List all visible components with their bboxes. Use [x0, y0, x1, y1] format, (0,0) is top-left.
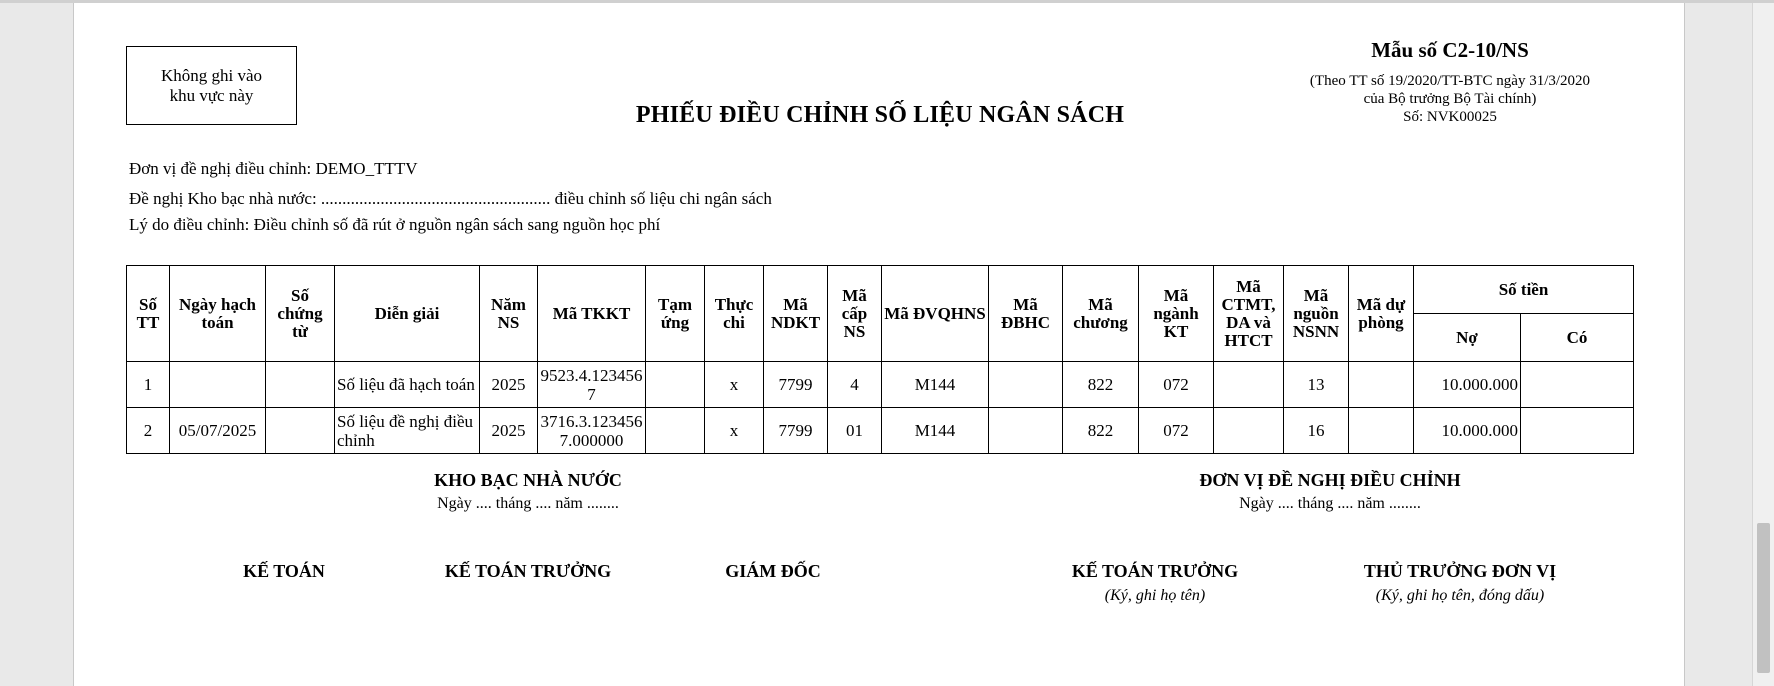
cell-budget-level-code: 4: [828, 362, 882, 408]
col-reserve-code: Mã dự phòng: [1349, 266, 1414, 362]
scrollbar-thumb[interactable]: [1757, 523, 1770, 673]
cell-budget-year: 2025: [480, 362, 538, 408]
document-number: Số: NVK00025: [1403, 109, 1497, 125]
cell-posting-date: [170, 362, 266, 408]
col-admin-area-code: Mã ĐBHC: [989, 266, 1063, 362]
unit-heading: ĐƠN VỊ ĐỀ NGHỊ ĐIỀU CHỈNH: [1199, 470, 1461, 490]
unit-chief-accountant-note: (Ký, ghi họ tên): [1104, 587, 1206, 604]
cell-posting-date: 05/07/2025: [170, 408, 266, 454]
unit-chief-accountant-label: KẾ TOÁN TRƯỞNG: [1071, 561, 1239, 581]
table-row: [127, 408, 1634, 454]
col-unit-code: Mã ĐVQHNS: [882, 266, 989, 362]
document-title: PHIẾU ĐIỀU CHỈNH SỐ LIỆU NGÂN SÁCH: [635, 102, 1125, 128]
director-signature-label: GIÁM ĐỐC: [725, 561, 821, 581]
col-posting-date: Ngày hạch toán: [170, 266, 266, 362]
form-code: Mẫu số C2-10/NS: [1371, 38, 1529, 62]
cell-credit: [1521, 408, 1634, 454]
cell-account-code: 9523.4.1234567: [538, 362, 646, 408]
cell-program-code: [1214, 362, 1284, 408]
cell-actual-spend: x: [705, 408, 764, 454]
table-row: [127, 362, 1634, 408]
reserved-area-line2: khu vực này: [169, 85, 254, 105]
col-debit: Nợ: [1414, 314, 1521, 362]
col-chapter-code: Mã chương: [1063, 266, 1139, 362]
cell-chapter-code: 822: [1063, 362, 1139, 408]
treasury-chief-accountant-label: KẾ TOÁN TRƯỞNG: [444, 561, 612, 581]
cell-voucher-number: [266, 408, 335, 454]
treasury-request: Đề nghị Kho bạc nhà nước: ...................................................... điều chỉnh số liệu chi ngân sách: [129, 189, 772, 208]
cell-debit: 10.000.000: [1414, 362, 1521, 408]
cell-admin-area-code: [989, 362, 1063, 408]
col-budget-year: Năm NS: [480, 266, 538, 362]
accountant-signature-label: KẾ TOÁN: [243, 561, 325, 581]
vertical-scrollbar[interactable]: [1752, 3, 1774, 686]
adjustment-reason: Lý do điều chỉnh: Điều chỉnh số đã rút ở nguồn ngân sách sang nguồn học phí: [129, 215, 661, 234]
col-program-code: Mã CTMT, DA và HTCT: [1214, 266, 1284, 362]
col-stt: Số TT: [127, 266, 170, 362]
cell-unit-code: M144: [882, 362, 989, 408]
cell-unit-code: M144: [882, 408, 989, 454]
treasury-heading: KHO BẠC NHÀ NƯỚC: [434, 470, 622, 490]
cell-fund-source-code: 13: [1284, 362, 1349, 408]
cell-stt: 1: [127, 362, 170, 408]
cell-credit: [1521, 362, 1634, 408]
cell-debit: 10.000.000: [1414, 408, 1521, 454]
col-account-code: Mã TKKT: [538, 266, 646, 362]
col-sector-code: Mã ngành KT: [1139, 266, 1214, 362]
cell-budget-level-code: 01: [828, 408, 882, 454]
reserved-area-box: [126, 46, 297, 125]
col-budget-level-code: Mã cấp NS: [828, 266, 882, 362]
col-voucher-number: Số chứng từ: [266, 266, 335, 362]
form-reference: [1260, 72, 1640, 126]
cell-sector-code: 072: [1139, 362, 1214, 408]
col-economic-content-code: Mã NDKT: [764, 266, 828, 362]
col-advance: Tạm ứng: [646, 266, 705, 362]
cell-voucher-number: [266, 362, 335, 408]
cell-program-code: [1214, 408, 1284, 454]
cell-admin-area-code: [989, 408, 1063, 454]
cell-advance: [646, 408, 705, 454]
col-fund-source-code: Mã nguồn NSNN: [1284, 266, 1349, 362]
col-actual-spend: Thực chi: [705, 266, 764, 362]
col-description: Diễn giải: [335, 266, 480, 362]
unit-date: Ngày .... tháng .... năm ........: [1239, 495, 1421, 512]
cell-budget-year: 2025: [480, 408, 538, 454]
adjustment-table: [126, 265, 1634, 454]
requesting-unit: Đơn vị đề nghị điều chỉnh: DEMO_TTTV: [129, 159, 418, 178]
reserved-area-line1: Không ghi vào: [160, 65, 263, 85]
col-amount: Số tiền: [1414, 266, 1634, 314]
unit-head-label: THỦ TRƯỞNG ĐƠN VỊ: [1363, 561, 1557, 581]
table-header-row: [127, 266, 1634, 314]
unit-head-note: (Ký, ghi họ tên, đóng dấu): [1375, 587, 1545, 604]
form-reference-line1: (Theo TT số 19/2020/TT-BTC ngày 31/3/2020: [1309, 73, 1591, 89]
cell-economic-content-code: 7799: [764, 408, 828, 454]
form-reference-line2: của Bộ trưởng Bộ Tài chính): [1363, 91, 1537, 107]
cell-reserve-code: [1349, 362, 1414, 408]
cell-fund-source-code: 16: [1284, 408, 1349, 454]
col-credit: Có: [1521, 314, 1634, 362]
cell-reserve-code: [1349, 408, 1414, 454]
cell-description: Số liệu đề nghị điều chỉnh: [335, 408, 480, 454]
cell-advance: [646, 362, 705, 408]
cell-chapter-code: 822: [1063, 408, 1139, 454]
cell-description: Số liệu đã hạch toán: [335, 362, 480, 408]
cell-account-code: 3716.3.1234567.000000: [538, 408, 646, 454]
treasury-date: Ngày .... tháng .... năm ........: [437, 495, 619, 512]
cell-stt: 2: [127, 408, 170, 454]
cell-actual-spend: x: [705, 362, 764, 408]
cell-economic-content-code: 7799: [764, 362, 828, 408]
cell-sector-code: 072: [1139, 408, 1214, 454]
